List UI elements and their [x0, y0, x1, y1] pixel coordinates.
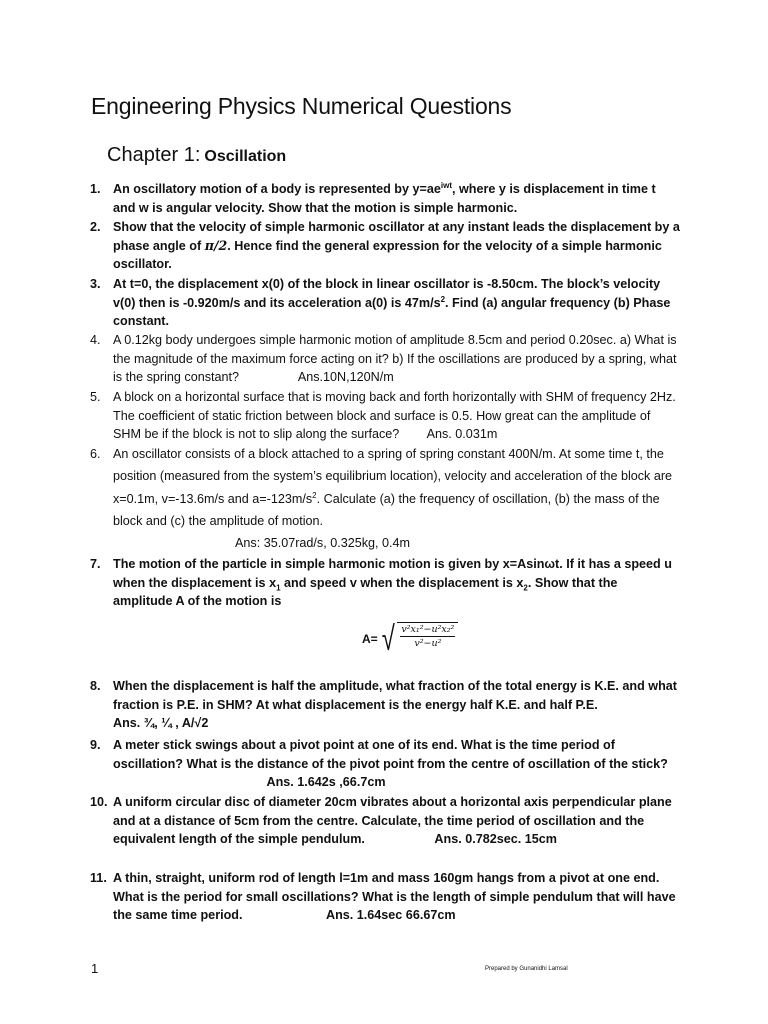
question-3 — [90, 275, 680, 331]
question-text: A block on a horizontal surface that is moving back and forth horizontally with SHM of frequency 2Hz. The coefficient of static friction between block and surface is 0.5. How great can the amplitude of SHM be if the block is not to slip along the surface? — [113, 390, 676, 442]
formula-denominator: v²−u² — [414, 638, 442, 649]
answer-text: Ans. 1.64sec 66.67cm — [326, 908, 456, 923]
question-number: 3. — [90, 277, 101, 291]
math-expression: π/2 — [204, 237, 228, 253]
question-text: When the displacement is half the amplitude, what fraction of the total energy is K.E. and what fraction is P.E. in SHM? At what displacement is the energy half K.E. and half P.E. — [113, 679, 677, 712]
question-text: . Find (a) angular frequency (b) Phase constant. — [113, 295, 671, 329]
answer-text: Ans. 1.642s ,66.7cm — [266, 775, 386, 790]
amplitude-formula — [362, 622, 458, 656]
question-8 — [90, 677, 680, 733]
question-number: 11. — [90, 871, 107, 885]
question-text: A thin, straight, uniform rod of length l=1m and mass 160gm hangs from a pivot at one end. What is the period for small oscillations? What is the length of simple pendulum that will have the same time period. — [113, 871, 676, 923]
omega-symbol: ω — [544, 557, 556, 571]
question-number: 1. — [90, 182, 101, 196]
question-5 — [90, 388, 680, 444]
answer-text: Ans: 35.07rad/s, 0.325kg, 0.4m — [235, 536, 411, 551]
question-1 — [90, 180, 680, 217]
square-root — [379, 622, 459, 656]
chapter-name: Oscillation — [204, 148, 287, 165]
question-10 — [90, 793, 680, 849]
question-7 — [90, 555, 680, 611]
question-text: The motion of the particle in simple harmonic motion is given by x=Asin — [113, 557, 545, 571]
formula-numerator: v²x₁²−u²x₂² — [401, 624, 455, 635]
question-number: 10. — [90, 795, 108, 809]
question-text: and speed v when the displacement is x — [280, 575, 524, 590]
subscript: 2 — [523, 583, 528, 593]
question-number: 7. — [90, 557, 101, 571]
question-4 — [90, 331, 680, 387]
question-text: . Hence find the general expression for the velocity of a simple harmonic oscillator. — [113, 238, 662, 272]
superscript: 2 — [440, 294, 446, 304]
page-number: 1 — [91, 961, 99, 976]
superscript: 2 — [312, 490, 317, 500]
question-text: Show that the velocity of simple harmonic oscillator at any instant leads the displacement by a phase angle of — [113, 220, 680, 253]
author-credit: Prepared by Gunanidhi Lamsal — [485, 966, 568, 972]
question-text: . Calculate (a) the frequency of oscillation, (b) the mass of the block and (c) the amplitude of motion. — [113, 491, 660, 528]
question-text: A uniform circular disc of diameter 20cm vibrates about a horizontal axis perpendicular plane and at a distance of 5cm from the centre. Calculate, the time period of oscillation and the equivalent length of the simple pendulum. — [113, 795, 672, 847]
formula-lhs: A= — [362, 632, 378, 646]
question-text: A 0.12kg body undergoes simple harmonic motion of amplitude 8.5cm and period 0.20sec. a) What is the magnitude of the maximum force acting on it? b) If the oscillations are produced by a spring, what is the spring constant? — [113, 333, 677, 385]
answer-text: Ans. 0.031m — [426, 427, 498, 442]
fraction — [397, 622, 458, 656]
question-number: 2. — [90, 220, 101, 234]
question-text: . Show that the amplitude A of the motion is — [113, 575, 618, 609]
question-9 — [90, 736, 680, 792]
question-2 — [90, 218, 680, 274]
question-number: 9. — [90, 738, 101, 752]
question-text: An oscillatory motion of a body is represented by y=ae — [113, 182, 441, 196]
answer-text: Ans.10N,120N/m — [297, 370, 394, 385]
chapter-label: Chapter 1: — [107, 144, 201, 166]
answer-text: Ans. ¾, ¼ , A/√2 — [113, 716, 209, 731]
superscript: iwt — [440, 180, 452, 190]
document-title: Engineering Physics Numerical Questions — [91, 93, 512, 119]
question-number: 6. — [90, 447, 101, 461]
question-number: 4. — [90, 333, 101, 347]
question-number: 8. — [90, 679, 101, 693]
question-text: At t=0, the displacement x(0) of the block in linear oscillator is -8.50cm. The block’s velocity v(0) then is -0.920m/s and its acceleration a(0) is 47m/s — [113, 277, 661, 310]
answer-text: Ans. 0.782sec. 15cm — [434, 832, 557, 847]
question-text: An oscillator consists of a block attached to a spring of spring constant 400N/m. At some time t, the position (measured from the system’s equilibrium location), velocity and acceleration of the block are x=0.1m, v=-13.6m/s and a=-123m/s — [113, 447, 673, 506]
subscript: 1 — [276, 583, 281, 593]
question-text: , where y is displacement in time t and w is angular velocity. Show that the motion is simple harmonic. — [113, 182, 656, 215]
question-6 — [90, 443, 680, 554]
radical-sign: √ — [381, 620, 395, 658]
question-11 — [90, 869, 680, 925]
question-number: 5. — [90, 390, 101, 404]
question-text: A meter stick swings about a pivot point at one of its end. What is the time period of oscillation? What is the distance of the pivot point from the centre of oscillation of the stick? — [113, 738, 668, 771]
chapter-heading — [107, 140, 286, 168]
question-text: t. If it has a speed u when the displacement is x — [113, 557, 672, 590]
